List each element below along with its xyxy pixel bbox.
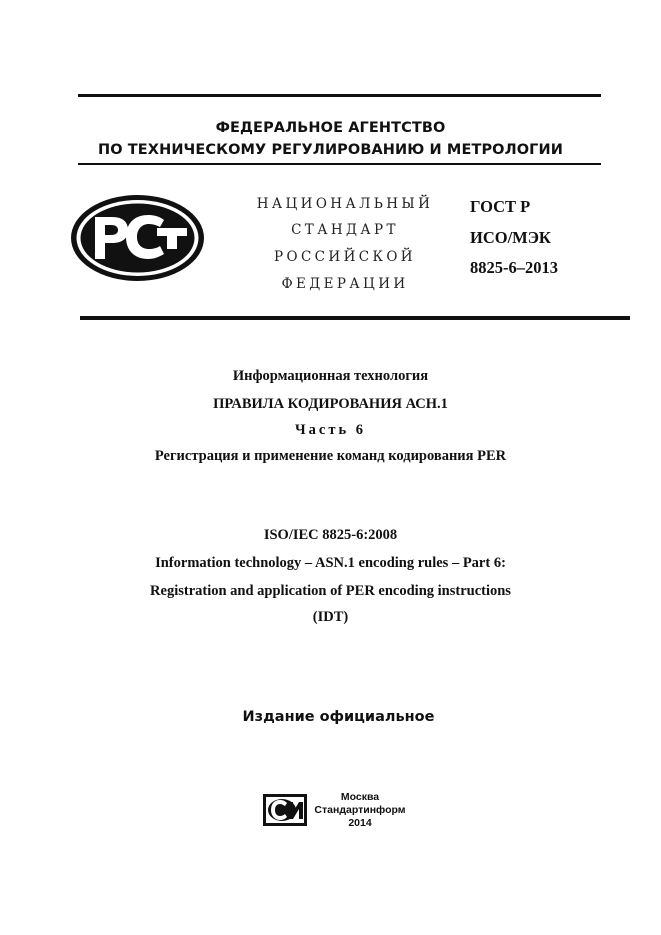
designation-line-1: ГОСТ Р: [470, 197, 531, 216]
title-en-line-1: ISO/IEC 8825-6:2008: [263, 527, 398, 543]
title-ru-line-4: Регистрация и применение команд кодирования PER: [154, 448, 507, 464]
designation-line-2: ИСО/МЭК: [470, 228, 551, 247]
rst-mark-icon: [69, 193, 206, 283]
edition-label: Издание официальное: [242, 709, 435, 725]
title-en-line-2: Information technology – ASN.1 encoding rules – Part 6:: [155, 555, 506, 571]
title-ru-line-2: ПРАВИЛА КОДИРОВАНИЯ АСН.1: [213, 396, 448, 412]
publisher-year: 2014: [348, 817, 372, 829]
main-rule: [80, 316, 630, 320]
top-rule: [78, 94, 601, 97]
agency-line-1: ФЕДЕРАЛЬНОЕ АГЕНТСТВО: [215, 120, 446, 136]
standard-type-line-3: РОССИЙСКОЙ: [274, 249, 416, 265]
standartinform-logo-icon: [262, 793, 308, 827]
publisher-name: Стандартинформ: [314, 804, 406, 816]
standard-type-line-4: ФЕДЕРАЦИИ: [281, 276, 409, 292]
designation-line-3: 8825-6–2013: [470, 258, 558, 277]
standard-type-line-1: НАЦИОНАЛЬНЫЙ: [256, 196, 434, 212]
header-rule: [78, 163, 601, 165]
publisher-city: Москва: [340, 791, 380, 803]
title-en-line-4: (IDT): [312, 609, 349, 625]
standard-type-line-2: СТАНДАРТ: [291, 222, 399, 238]
title-en-line-3: Registration and application of PER encoding instructions: [150, 583, 511, 599]
title-ru-line-1: Информационная технология: [232, 368, 429, 384]
title-ru-line-3: Часть 6: [295, 422, 366, 438]
agency-line-2: ПО ТЕХНИЧЕСКОМУ РЕГУЛИРОВАНИЮ И МЕТРОЛОГИИ: [98, 142, 563, 158]
